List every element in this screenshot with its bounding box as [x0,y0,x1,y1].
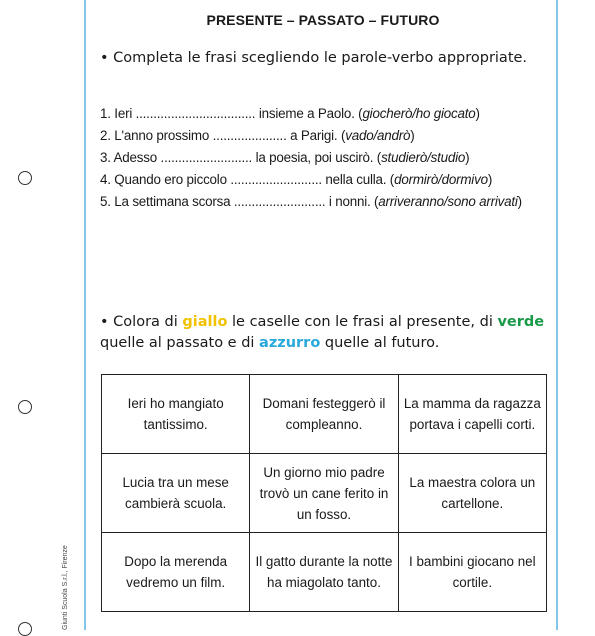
instruction-complete [100,48,546,69]
sentence-text: La settimana scorsa [110,194,234,209]
sentence-5 [100,191,548,213]
word-green: verde [497,314,545,330]
page-title: PRESENTE – PASSATO – FUTURO [206,12,440,28]
sentence-2 [100,125,548,147]
instruction-text: Completa le frasi scegliendo le parole-verbo appropriate. [113,50,528,66]
instruction-text: quelle al futuro. [320,335,440,351]
verb-options: arriveranno/sono arrivati [378,194,518,209]
sentence-text: L'anno prossimo [110,128,213,143]
verb-options: vado/andrò [345,128,411,143]
paren: ) [487,172,493,187]
bullet: • [100,50,109,66]
answer-blank[interactable]: ..................... [212,128,287,143]
sentence-text: Ieri [110,106,136,121]
grid-cell[interactable]: Il gatto durante la notte ha miagolato tanto. [250,533,398,612]
sentence-text: la poesia, poi uscirò. ( [252,150,382,165]
grid-cell[interactable]: Ieri ho mangiato tantissimo. [102,375,250,454]
sentence-3 [100,147,548,169]
answer-blank[interactable]: .......................... [233,194,326,209]
bullet: • [100,314,109,330]
word-yellow: giallo [182,314,228,330]
sentence-number: 4. [100,172,111,187]
grid-cell[interactable]: La maestra colora un cartellone. [398,454,546,533]
sentence-1 [100,103,548,125]
side-credit [62,536,72,630]
paren: ) [465,150,470,165]
punch-hole-2 [18,400,32,414]
sentence-text: insieme a Paolo. ( [255,106,363,121]
paren: ) [410,128,415,143]
grid-cell[interactable]: Domani festeggerò il compleanno. [250,375,398,454]
grid-cell[interactable]: Dopo la merenda vedremo un film. [102,533,250,612]
sentence-number: 2. [100,128,111,143]
sentence-text: a Parigi. ( [286,128,346,143]
sentence-number: 3. [100,150,111,165]
sentence-text: Adesso [110,150,161,165]
verb-options: studierò/studio [381,150,466,165]
grid-cell[interactable]: La mamma da ragazza portava i capelli corti. [398,375,546,454]
sentence-text: Quando ero piccolo [110,172,231,187]
verb-options: dormirò/dormivo [394,172,488,187]
sentence-text: i nonni. ( [325,194,379,209]
sentence-grid [101,374,547,612]
instruction-text: quelle al passato e di [100,335,260,351]
punch-hole-3 [18,622,32,636]
sentence-number: 5. [100,194,111,209]
grid-cell[interactable]: Lucia tra un mese cambierà scuola. [102,454,250,533]
sentence-list [100,103,548,213]
side-credit-text: Giunti Scuola S.r.l., Firenze [62,545,69,630]
paren: ) [517,194,522,209]
instruction-color [100,312,546,354]
verb-options: giocherò/ho giocato [362,106,476,121]
grid-row [102,454,547,533]
answer-blank[interactable]: .................................. [135,106,256,121]
grid-cell[interactable]: I bambini giocano nel cortile. [398,533,546,612]
grid-cell[interactable]: Un giorno mio padre trovò un cane ferito in un fosso. [250,454,398,533]
answer-blank[interactable]: .......................... [160,150,253,165]
instruction-text: Colora di [108,314,183,330]
grid-row [102,375,547,454]
word-blue: azzurro [259,335,321,351]
paren: ) [475,106,480,121]
answer-blank[interactable]: .......................... [230,172,322,187]
instruction-text: le caselle con le frasi al presente, di [227,314,498,330]
sentence-4 [100,169,548,191]
sentence-text: nella culla. ( [321,172,395,187]
grid-row [102,533,547,612]
punch-hole-1 [18,171,32,185]
sentence-number: 1. [100,106,111,121]
